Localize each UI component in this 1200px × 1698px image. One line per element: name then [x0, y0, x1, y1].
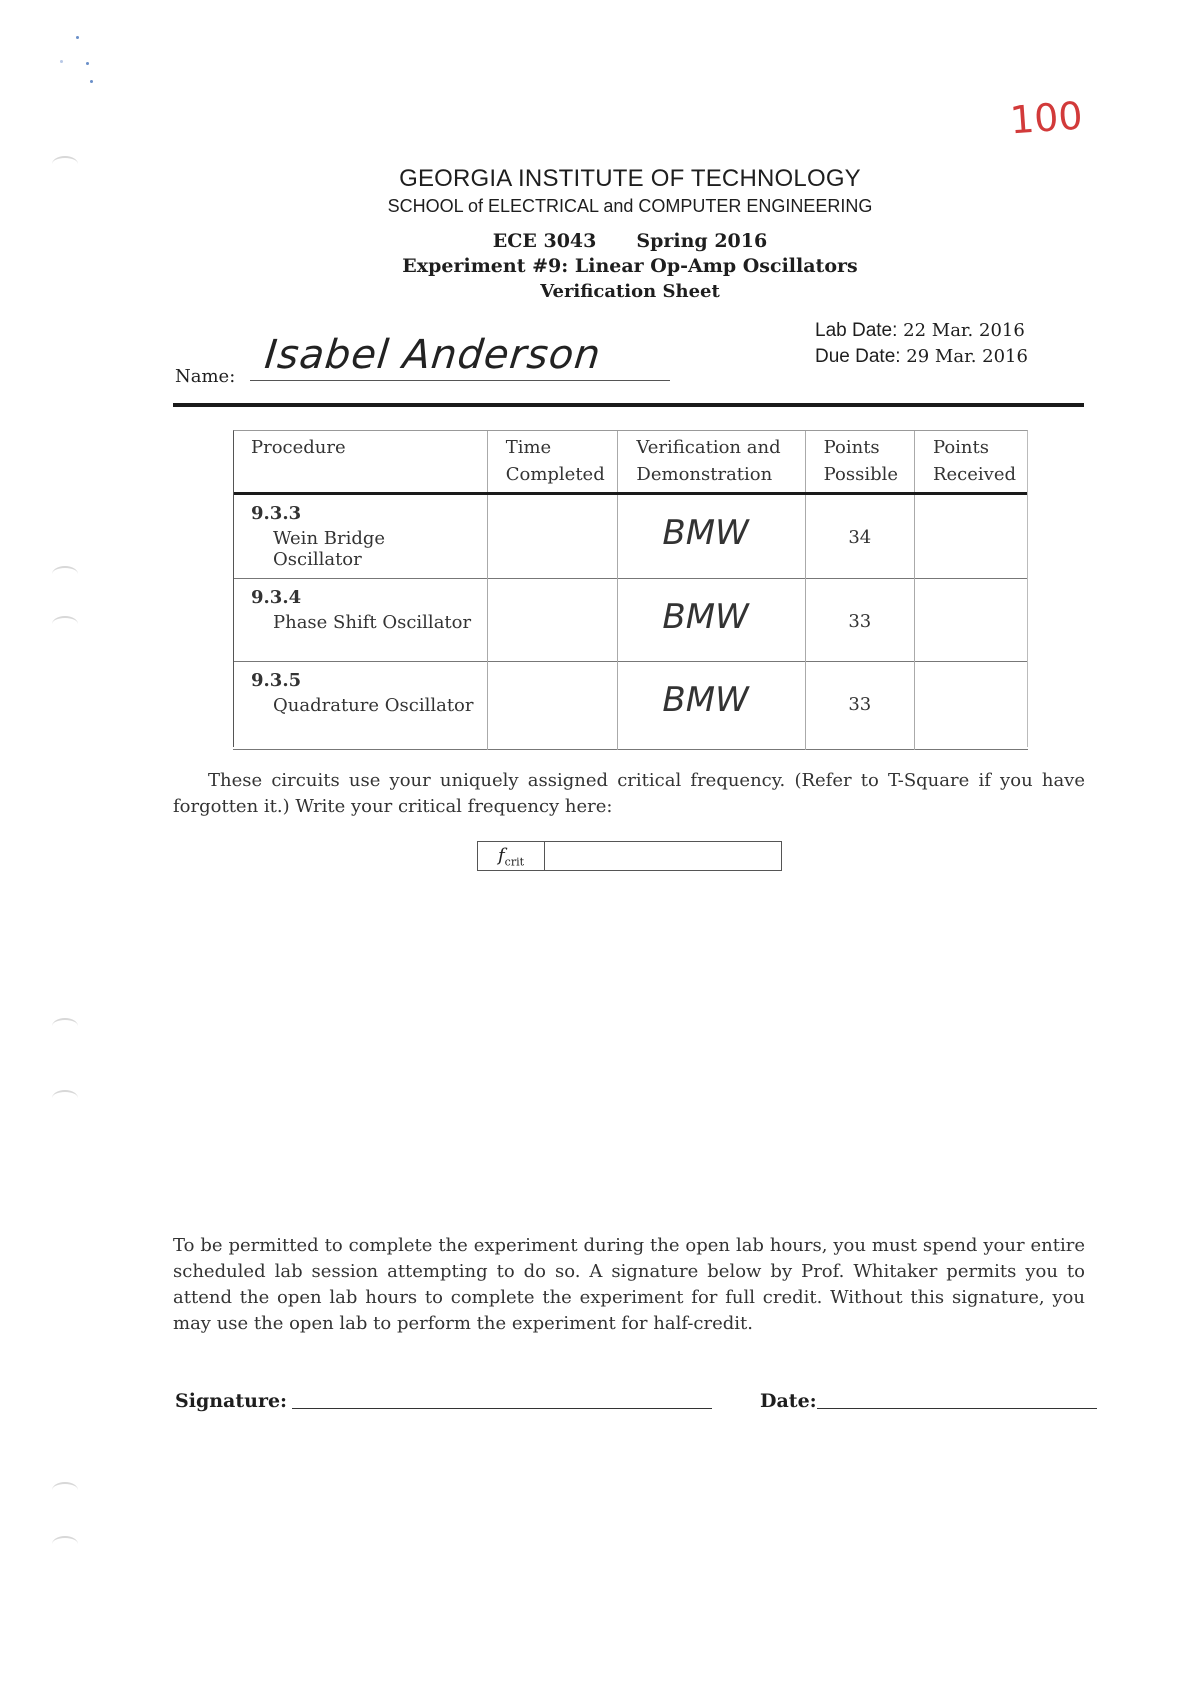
sheet-title: Verification Sheet [540, 281, 720, 302]
date-label: Date: [760, 1390, 817, 1412]
procedure-cell: 9.3.5 Quadrature Oscillator [233, 662, 487, 750]
grade-mark: 100 [1008, 93, 1084, 143]
fcrit-input[interactable] [545, 842, 781, 870]
time-completed-cell[interactable] [487, 662, 618, 750]
binder-hole-mark [52, 566, 78, 582]
name-label: Name: [175, 366, 236, 387]
signature-line[interactable] [292, 1408, 712, 1409]
course-term: Spring 2016 [636, 230, 768, 252]
table-row [233, 579, 1028, 662]
scan-speck [90, 80, 93, 83]
points-possible-cell: 33 [805, 579, 914, 662]
points-possible-cell: 34 [805, 494, 914, 579]
signature-label: Signature: [175, 1390, 288, 1412]
date-line[interactable] [817, 1408, 1097, 1409]
table-header-row [233, 430, 1028, 494]
scan-speck [60, 60, 63, 63]
time-completed-cell[interactable] [487, 494, 618, 579]
fcrit-label: $f_{crit}$ [478, 842, 545, 870]
points-received-cell[interactable] [914, 494, 1028, 579]
open-lab-note: To be permitted to complete the experiment during the open lab hours, you must spend your entire scheduled lab session attempting to do so. A signature below by Prof. Whitaker permits you to attend the open lab hours to complete the experiment for full credit. Without this signature, you may use the open lab to perform the experiment for half-credit. [173, 1235, 1085, 1334]
table-row [233, 494, 1028, 579]
binder-hole-mark [52, 616, 78, 632]
binder-hole-mark [52, 1536, 78, 1552]
lab-date-label: Lab Date: [815, 320, 898, 341]
critical-frequency-box [477, 841, 782, 871]
binder-hole-mark [52, 1018, 78, 1034]
school-title: SCHOOL of ELECTRICAL and COMPUTER ENGINEERING [387, 196, 873, 216]
institution-title: GEORGIA INSTITUTE OF TECHNOLOGY [399, 165, 861, 192]
course-line [0, 230, 1200, 252]
procedure-cell: 9.3.4 Phase Shift Oscillator [233, 579, 487, 662]
points-received-cell[interactable] [914, 579, 1028, 662]
col-procedure: Procedure [233, 430, 487, 494]
verification-initials: BMW [618, 662, 805, 750]
verification-initials: BMW [618, 494, 805, 579]
table-row [233, 662, 1028, 750]
experiment-title: Experiment #9: Linear Op-Amp Oscillators [402, 255, 858, 277]
verification-table [233, 430, 1028, 750]
procedure-cell: 9.3.3 Wein Bridge Oscillator [233, 494, 487, 579]
due-date-label: Due Date: [815, 346, 901, 367]
lab-date-value: 22 Mar. 2016 [903, 320, 1025, 341]
binder-hole-mark [52, 1482, 78, 1498]
points-received-cell[interactable] [914, 662, 1028, 750]
binder-hole-mark [52, 1090, 78, 1106]
scan-speck [76, 36, 79, 39]
col-verification: Verification and Demonstration [618, 430, 805, 494]
col-time-completed: Time Completed [487, 430, 618, 494]
points-possible-cell: 33 [805, 662, 914, 750]
time-completed-cell[interactable] [487, 579, 618, 662]
header-rule [173, 403, 1084, 407]
due-date-value: 29 Mar. 2016 [906, 346, 1028, 367]
course-code: ECE 3043 [492, 230, 597, 252]
col-points-possible: Points Possible [805, 430, 914, 494]
name-underline [250, 380, 670, 381]
verification-initials: BMW [618, 579, 805, 662]
student-name-handwritten: Isabel Anderson [262, 332, 604, 378]
critical-frequency-instructions: These circuits use your uniquely assigned critical frequency. (Refer to T-Square if you have forgotten it.) Write your critical frequency here: [173, 770, 1085, 817]
scan-speck [86, 62, 89, 65]
date-block [815, 318, 1028, 370]
col-points-received: Points Received [932, 437, 1016, 485]
